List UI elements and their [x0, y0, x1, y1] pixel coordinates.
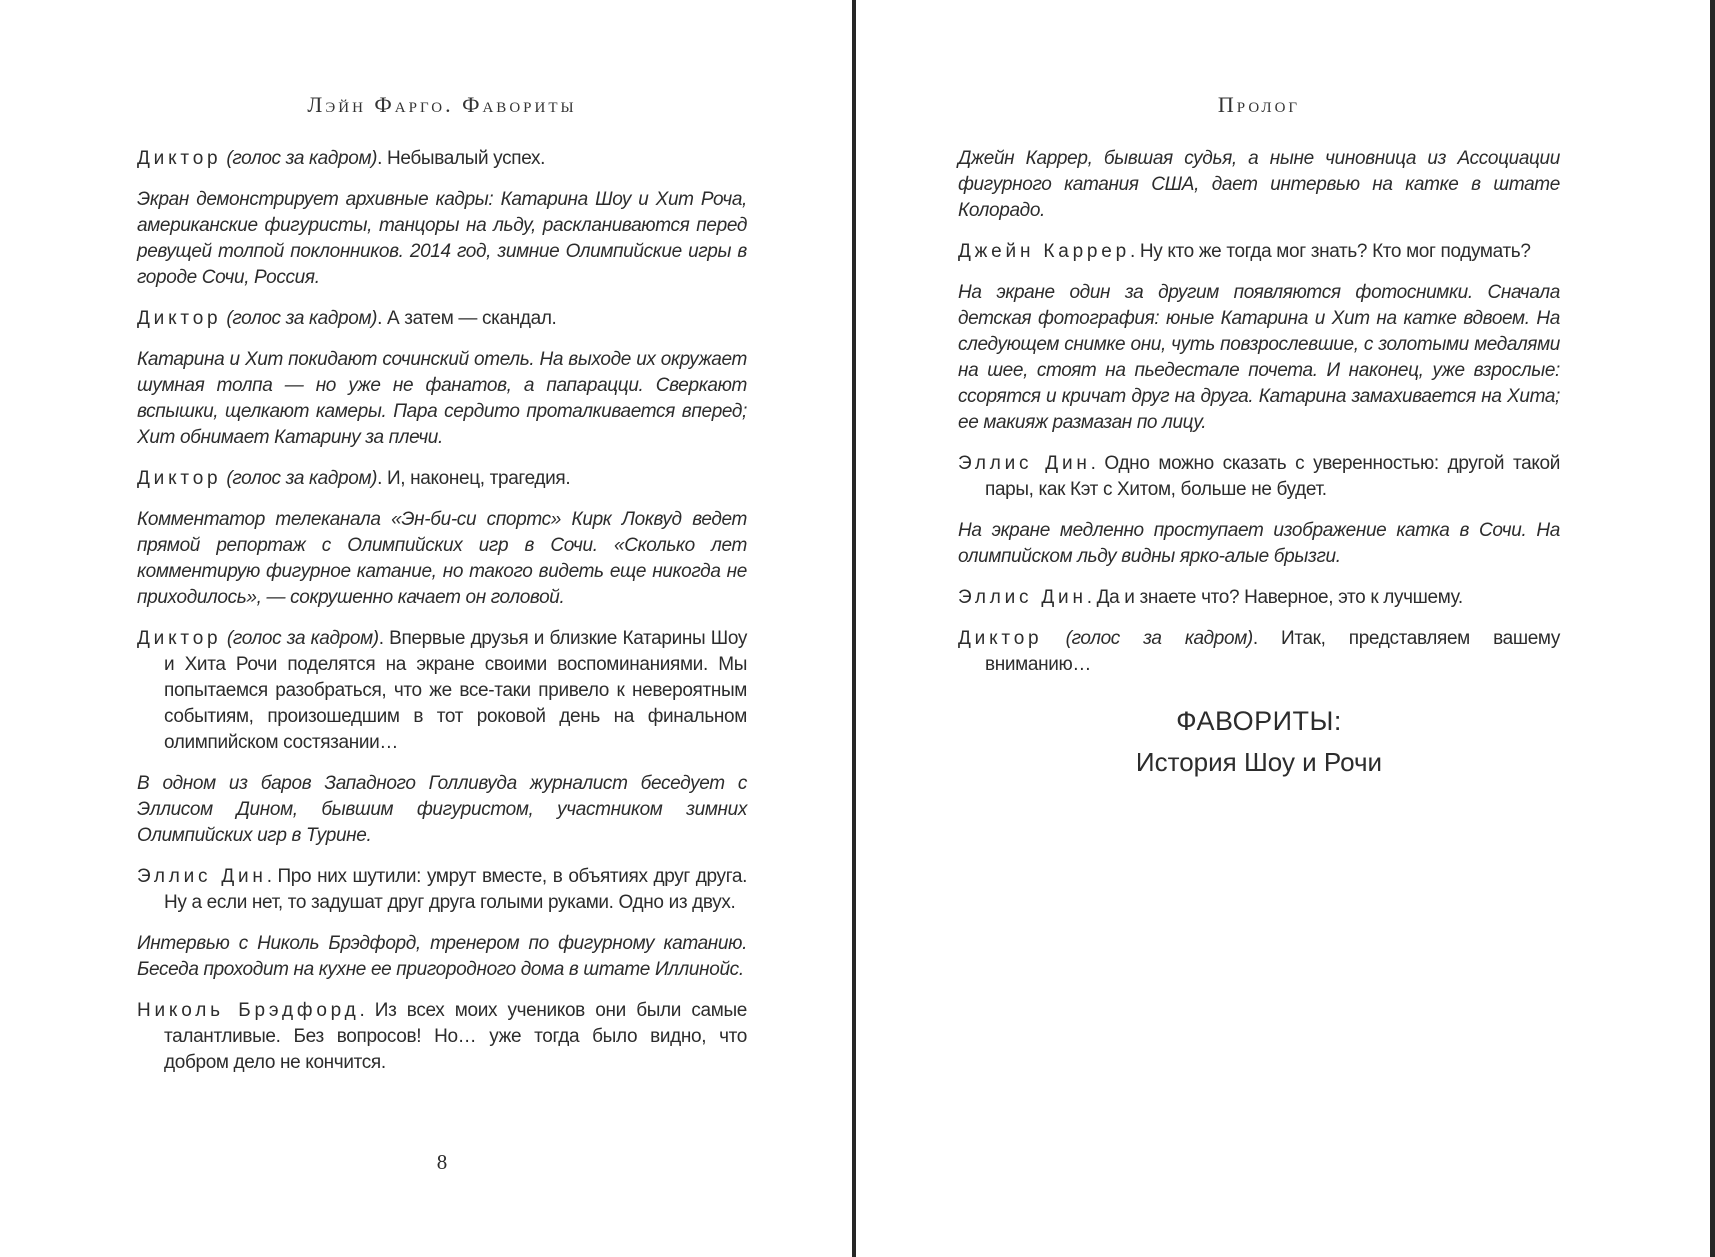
stage-direction: Катарина и Хит покидают сочинский отель. На выходе их окружает шумная толпа — но уже не фанатов, а папарацци. Сверкают вспышки, щелкают камеры. Пара сердито проталкивается вперед; Хит обнимает Катарину за плечи. [137, 349, 747, 448]
right-paragraphs [958, 146, 1560, 678]
voice-over-note: (голос за кадром) [1065, 628, 1253, 649]
speaker-name: Эллис Дин [137, 866, 267, 887]
stage-direction: Джейн Каррер, бывшая судья, а ныне чиновница из Ассоциации фигурного катания США, дает интервью на катке в штате Колорадо. [958, 148, 1560, 221]
section-title [958, 706, 1560, 777]
left-text-block [137, 146, 747, 1091]
stage-direction: На экране медленно проступает изображение катка в Сочи. На олимпийском льду видны ярко-алые брызги. [958, 520, 1560, 567]
speaker-name: Эллис Дин [958, 453, 1091, 474]
stage-direction: Экран демонстрирует архивные кадры: Катарина Шоу и Хит Роча, американские фигуристы, танцоры на льду, раскланиваются перед ревущей толпой поклонников. 2014 год, зимние Олимпийские игры в городе Сочи, Россия. [137, 189, 747, 288]
voice-over-note: (голос за кадром) [226, 468, 378, 489]
stage-direction: Комментатор телеканала «Эн-би-си спортс» Кирк Локвуд ведет прямой репортаж с Олимпийских игр в Сочи. «Сколько лет комментирую фигурное катание, но такого видеть еще никогда не приходилось», — сокрушенно качает он головой. [137, 509, 747, 608]
dialogue-paragraph: Джейн Каррер. Ну кто же тогда мог знать? Кто мог подумать? [958, 241, 1531, 262]
voice-over-note: (голос за кадром) [226, 628, 379, 649]
page-left [137, 0, 747, 1257]
dialogue-paragraph: Диктор (голос за кадром). А затем — скандал. [137, 308, 557, 329]
voice-over-note: (голос за кадром) [226, 148, 378, 169]
dialogue-paragraph: Диктор (голос за кадром). Итак, представляем вашему вниманию… [958, 628, 1560, 675]
dialogue-paragraph: Эллис Дин. Да и знаете что? Наверное, это к лучшему. [958, 587, 1463, 608]
dialogue-paragraph: Диктор (голос за кадром). Небывалый успех. [137, 148, 546, 169]
stage-direction: В одном из баров Западного Голливуда журналист беседует с Эллисом Дином, бывшим фигуристом, участником зимних Олимпийских игр в Турине. [137, 773, 747, 846]
right-running-header: Пролог [1217, 92, 1301, 117]
left-running-header: Лэйн Фарго. Фавориты [307, 92, 577, 117]
left-page-number: 8 [436, 1150, 448, 1174]
stage-direction: На экране один за другим появляются фотоснимки. Сначала детская фотография: юные Катарина и Хит на катке вдвоем. На следующем снимке они, чуть повзрослевшие, с золотыми медалями на шее, стоят на пьедестале почета. И наконец, уже взрослые: ссорятся и кричат друг на друга. Катарина замахивается на Хита; ее макияж размазан по лицу. [958, 282, 1560, 433]
speaker-name: Диктор [958, 628, 1043, 649]
section-title-main: ФАВОРИТЫ: [1176, 706, 1342, 736]
page-right [958, 0, 1560, 1257]
page-gutter-divider [852, 0, 856, 1257]
speaker-name: Эллис Дин [958, 587, 1087, 608]
dialogue-paragraph: Диктор (голос за кадром). Впервые друзья и близкие Катарины Шоу и Хита Рочи поделятся на экране своими воспоминаниями. Мы попытаемся разобраться, что же все-таки привело к невероятным событиям, произошедшим в тот роковой день на финальном олимпийском состязании… [137, 628, 747, 753]
speaker-name: Диктор [137, 308, 222, 329]
right-text-block [958, 146, 1560, 777]
speaker-name: Джейн Каррер [958, 241, 1131, 262]
speaker-name: Диктор [137, 148, 222, 169]
stage-direction: Интервью с Николь Брэдфорд, тренером по фигурному катанию. Беседа проходит на кухне ее пригородного дома в штате Иллинойс. [137, 933, 747, 980]
speaker-name: Николь Брэдфорд [137, 1000, 360, 1021]
dialogue-paragraph: Диктор (голос за кадром). И, наконец, трагедия. [137, 468, 571, 489]
speaker-name: Диктор [137, 468, 222, 489]
dialogue-paragraph: Эллис Дин. Про них шутили: умрут вместе, в объятиях друг друга. Ну а если нет, то задушат друг друга голыми руками. Одно из двух. [137, 866, 748, 913]
next-page-edge [1710, 0, 1715, 1257]
section-title-sub: История Шоу и Рочи [1135, 747, 1383, 777]
dialogue-paragraph: Николь Брэдфорд. Из всех моих учеников они были самые талантливые. Без вопросов! Но… уже тогда было видно, что добром дело не кончится. [137, 1000, 748, 1073]
speaker-name: Диктор [137, 628, 222, 649]
voice-over-note: (голос за кадром) [226, 308, 378, 329]
dialogue-paragraph: Эллис Дин. Одно можно сказать с уверенностью: другой такой пары, как Кэт с Хитом, больше не будет. [958, 453, 1560, 500]
